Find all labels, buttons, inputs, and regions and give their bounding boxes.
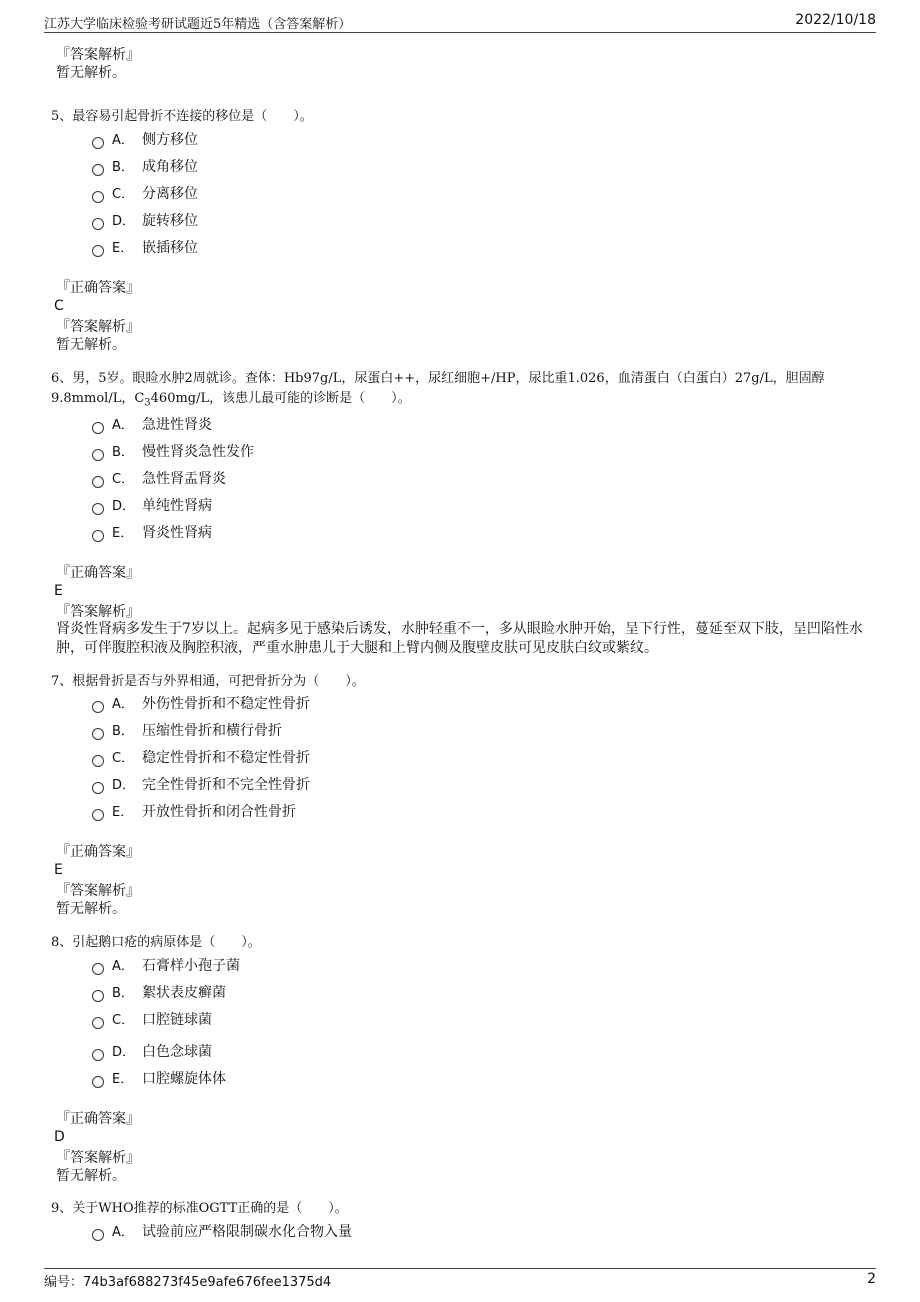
question-7-option-a[interactable]: A． 外伤性骨折和不稳定性骨折 [92,694,310,714]
radio-icon[interactable] [92,530,104,542]
question-6-option-d[interactable]: D． 单纯性肾病 [92,496,212,516]
radio-icon[interactable] [92,1017,104,1029]
page-footer [44,1268,876,1289]
radio-icon[interactable] [92,755,104,767]
radio-icon[interactable] [92,422,104,434]
page-header [44,12,876,33]
question-9-option-a[interactable]: A． 试验前应严格限制碳水化合物入量 [92,1222,352,1242]
question-8-option-b[interactable]: B． 絮状表皮癣菌 [92,983,226,1003]
analysis-text: 暂无解析。 [56,1168,126,1184]
question-8-option-e[interactable]: E． 口腔螺旋体体 [92,1069,226,1089]
question-7-stem: 7、根据骨折是否与外界相通，可把骨折分为（ ）。 [51,674,365,689]
question-5-option-a[interactable]: A． 侧方移位 [92,130,198,150]
radio-icon[interactable] [92,701,104,713]
question-6-option-a[interactable]: A． 急进性肾炎 [92,415,212,435]
question-7-option-c[interactable]: C． 稳定性骨折和不稳定性骨折 [92,748,310,768]
question-7-option-d[interactable]: D． 完全性骨折和不完全性骨折 [92,775,310,795]
answer-label: 『正确答案』 [56,1111,140,1127]
radio-icon[interactable] [92,503,104,515]
radio-icon[interactable] [92,728,104,740]
question-6-option-b[interactable]: B． 慢性肾炎急性发作 [92,442,254,462]
question-8-option-d[interactable]: D． 白色念球菌 [92,1042,212,1062]
question-5-option-c[interactable]: C． 分离移位 [92,184,198,204]
radio-icon[interactable] [92,476,104,488]
analysis-label: 『答案解析』 [56,1150,140,1166]
question-7-option-e[interactable]: E． 开放性骨折和闭合性骨折 [92,802,296,822]
radio-icon[interactable] [92,963,104,975]
question-6-option-e[interactable]: E． 肾炎性肾病 [92,523,212,543]
radio-icon[interactable] [92,164,104,176]
question-9-stem: 9、关于WHO推荐的标准OGTT正确的是（ ）。 [51,1201,348,1216]
radio-icon[interactable] [92,245,104,257]
question-6-analysis: 肾炎性肾病多发生于7岁以上。起病多见于感染后诱发，水肿轻重不一，多从眼睑水肿开始，呈下行性，蔓延至双下肢，呈凹陷性水肿，可伴腹腔积液及胸腔积液，严重水肿患儿于大腿和上臂内侧及腹壁皮肤可见皮肤白纹或紫纹。 [56,621,863,656]
question-5-option-d[interactable]: D． 旋转移位 [92,211,198,231]
question-8-option-a[interactable]: A． 石膏样小孢子菌 [92,956,240,976]
answer-label: 『正确答案』 [56,280,140,296]
document-code: 编号：74b3af688273f45e9afe676fee1375d4 [44,1275,332,1290]
analysis-label: 『答案解析』 [56,883,140,899]
question-6-answer: E [54,583,63,599]
page-number: 2 [867,1271,876,1287]
analysis-text: 暂无解析。 [56,337,126,353]
answer-label: 『正确答案』 [56,844,140,860]
analysis-text: 暂无解析。 [56,901,126,917]
analysis-label: 『答案解析』 [56,604,140,620]
question-6-option-c[interactable]: C． 急性肾盂肾炎 [92,469,226,489]
question-5-option-b[interactable]: B． 成角移位 [92,157,198,177]
document-date: 2022/10/18 [795,12,876,28]
question-7-answer: E [54,862,63,878]
question-8-option-c[interactable]: C． 口腔链球菌 [92,1010,212,1030]
radio-icon[interactable] [92,782,104,794]
question-5-answer: C [54,298,64,314]
question-6-stem: 6、男，5岁。眼睑水肿2周就诊。查体：Hb97g/L，尿蛋白++，尿红细胞+/HP，尿比重1.026，血清蛋白（白蛋白）27g/L，胆固醇 9.8mmol/L，$C_3460mg/L$，该患儿最可能的诊断是（ ）。 [51,371,825,409]
analysis-label: 『答案解析』 [56,47,140,63]
radio-icon[interactable] [92,1229,104,1241]
radio-icon[interactable] [92,1049,104,1061]
analysis-label: 『答案解析』 [56,319,140,335]
answer-label: 『正确答案』 [56,565,140,581]
radio-icon[interactable] [92,1076,104,1088]
radio-icon[interactable] [92,191,104,203]
radio-icon[interactable] [92,809,104,821]
radio-icon[interactable] [92,449,104,461]
radio-icon[interactable] [92,137,104,149]
question-8-answer: D [54,1129,65,1145]
question-5-option-e[interactable]: E． 嵌插移位 [92,238,198,258]
question-8-stem: 8、引起鹅口疮的病原体是（ ）。 [51,935,261,950]
analysis-text: 暂无解析。 [56,65,126,81]
radio-icon[interactable] [92,218,104,230]
radio-icon[interactable] [92,990,104,1002]
document-title: 江苏大学临床检验考研试题近5年精选（含答案解析） [44,17,352,32]
question-7-option-b[interactable]: B． 压缩性骨折和横行骨折 [92,721,282,741]
question-5-stem: 5、最容易引起骨折不连接的移位是（ ）。 [51,109,313,124]
